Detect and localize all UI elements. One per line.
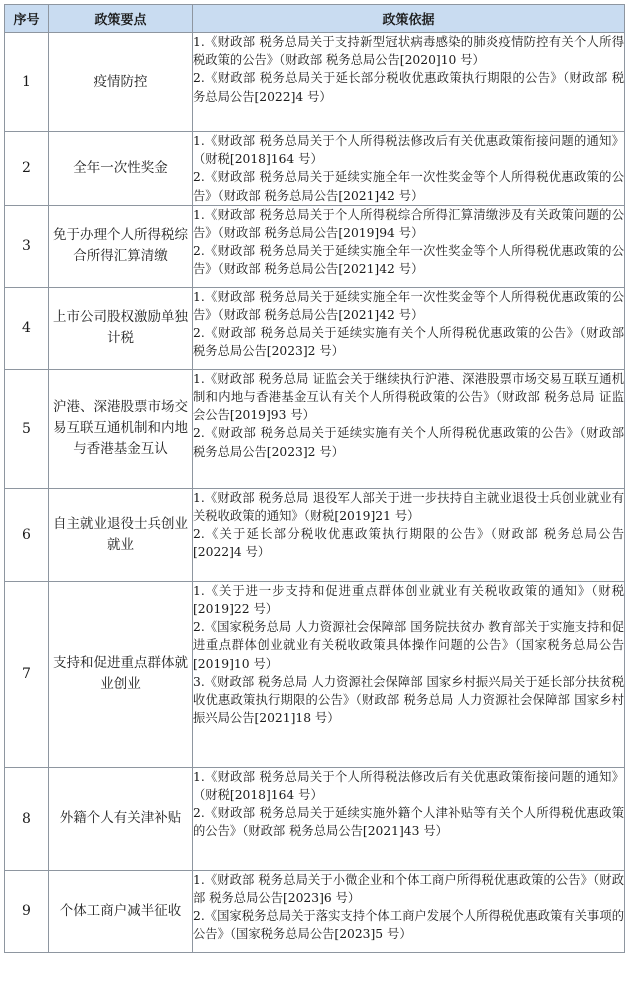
- policy-basis: [193, 132, 625, 206]
- policy-basis: [193, 581, 625, 767]
- table-row: [5, 132, 625, 206]
- policy-point: 疫情防控: [49, 33, 193, 132]
- header-row: [5, 5, 625, 33]
- row-number: 7: [5, 581, 49, 767]
- row-number: 2: [5, 132, 49, 206]
- basis-item: 2.《财政部 税务总局关于延续实施有关个人所得税优惠政策的公告》（财政部 税务总局公告[2023]2 号）: [193, 326, 624, 359]
- policy-basis: [193, 488, 625, 581]
- basis-item: 1.《财政部 税务总局关于个人所得税综合所得汇算清缴涉及有关政策问题的公告》（财政部 税务总局公告[2019]94 号）: [193, 207, 624, 241]
- row-number: 8: [5, 767, 49, 870]
- row-number: 5: [5, 369, 49, 488]
- policy-basis: [193, 287, 625, 369]
- row-number: 6: [5, 488, 49, 581]
- policy-point: 外籍个人有关津补贴: [49, 767, 193, 870]
- row-number: 1: [5, 33, 49, 132]
- policy-point: 自主就业退役士兵创业就业: [49, 488, 193, 581]
- basis-item: 2.《财政部 税务总局关于延续实施外籍个人津补贴等有关个人所得税优惠政策的公告》（财政部 税务总局公告[2021]43 号）: [193, 806, 624, 839]
- table-row: [5, 581, 625, 767]
- basis-item: 3.《财政部 税务总局 人力资源社会保障部 国家乡村振兴局关于延长部分扶贫税收优惠政策执行期限的公告》（财政部 税务总局 人力资源社会保障部 国家乡村振兴局公告[2021]18 号）: [193, 674, 624, 726]
- table-row: [5, 287, 625, 369]
- row-number: 4: [5, 287, 49, 369]
- basis-item: 2.《国家税务总局关于落实支持个体工商户发展个人所得税优惠政策有关事项的公告》（国家税务总局公告[2023]5 号）: [193, 909, 624, 942]
- table-row: [5, 767, 625, 870]
- basis-item: 2.《国家税务总局 人力资源社会保障部 国务院扶贫办 教育部关于实施支持和促进重点群体创业就业有关税收政策具体操作问题的公告》（国家税务总局公告[2019]10 号）: [193, 620, 624, 671]
- table-row: [5, 205, 625, 287]
- basis-item: 1.《财政部 税务总局 退役军人部关于进一步扶持自主就业退役士兵创业就业有关税收政策的通知》（财税[2019]21 号）: [193, 490, 624, 524]
- basis-item: 2.《关于延长部分税收优惠政策执行期限的公告》（财政部 税务总局公告[2022]4 号）: [193, 527, 624, 560]
- policy-point: 支持和促进重点群体就业创业: [49, 581, 193, 767]
- header-point: 政策要点: [49, 5, 193, 33]
- policy-table: [4, 4, 625, 953]
- row-number: 3: [5, 205, 49, 287]
- policy-basis: [193, 205, 625, 287]
- policy-point: 个体工商户减半征收: [49, 870, 193, 952]
- basis-item: 1.《财政部 税务总局关于延续实施全年一次性奖金等个人所得税优惠政策的公告》（财政部 税务总局公告[2021]42 号）: [193, 289, 624, 323]
- header-basis: 政策依据: [193, 5, 625, 33]
- basis-item: 2.《财政部 税务总局关于延续实施全年一次性奖金等个人所得税优惠政策的公告》（财政部 税务总局公告[2021]42 号）: [193, 244, 624, 277]
- header-no: 序号: [5, 5, 49, 33]
- policy-point: 全年一次性奖金: [49, 132, 193, 206]
- policy-basis: [193, 767, 625, 870]
- basis-item: 2.《财政部 税务总局关于延续实施全年一次性奖金等个人所得税优惠政策的公告》（财政部 税务总局公告[2021]42 号）: [193, 170, 624, 203]
- table-header: [5, 5, 625, 33]
- basis-item: 1.《财政部 税务总局关于个人所得税法修改后有关优惠政策衔接问题的通知》（财税[2018]164 号）: [193, 134, 624, 167]
- policy-point: 上市公司股权激励单独计税: [49, 287, 193, 369]
- row-number: 9: [5, 870, 49, 952]
- basis-item: 1.《关于进一步支持和促进重点群体创业就业有关税收政策的通知》（财税[2019]22 号）: [193, 583, 624, 617]
- policy-point: 沪港、深港股票市场交易互联互通机制和内地与香港基金互认: [49, 369, 193, 488]
- basis-item: 1.《财政部 税务总局关于支持新型冠状病毒感染的肺炎疫情防控有关个人所得税政策的公告》（财政部 税务总局公告[2020]10 号）: [193, 35, 624, 68]
- basis-item: 1.《财政部 税务总局关于个人所得税法修改后有关优惠政策衔接问题的通知》（财税[2018]164 号）: [193, 769, 624, 803]
- policy-basis: [193, 870, 625, 952]
- basis-item: 1.《财政部 税务总局关于小微企业和个体工商户所得税优惠政策的公告》（财政部 税务总局公告[2023]6 号）: [193, 872, 624, 906]
- table-row: [5, 488, 625, 581]
- table-row: [5, 369, 625, 488]
- table-body: [5, 33, 625, 953]
- policy-point: 免于办理个人所得税综合所得汇算清缴: [49, 205, 193, 287]
- table-row: [5, 33, 625, 132]
- table-row: [5, 870, 625, 952]
- basis-item: 2.《财政部 税务总局关于延长部分税收优惠政策执行期限的公告》（财政部 税务总局公告[2022]4 号）: [193, 71, 624, 104]
- basis-item: 2.《财政部 税务总局关于延续实施有关个人所得税优惠政策的公告》（财政部 税务总局公告[2023]2 号）: [193, 426, 624, 459]
- policy-basis: [193, 369, 625, 488]
- basis-item: 1.《财政部 税务总局 证监会关于继续执行沪港、深港股票市场交易互联互通机制和内地与香港基金互认有关个人所得税政策的公告》（财政部 税务总局 证监会公告[2019]93 号）: [193, 371, 624, 423]
- policy-basis: [193, 33, 625, 132]
